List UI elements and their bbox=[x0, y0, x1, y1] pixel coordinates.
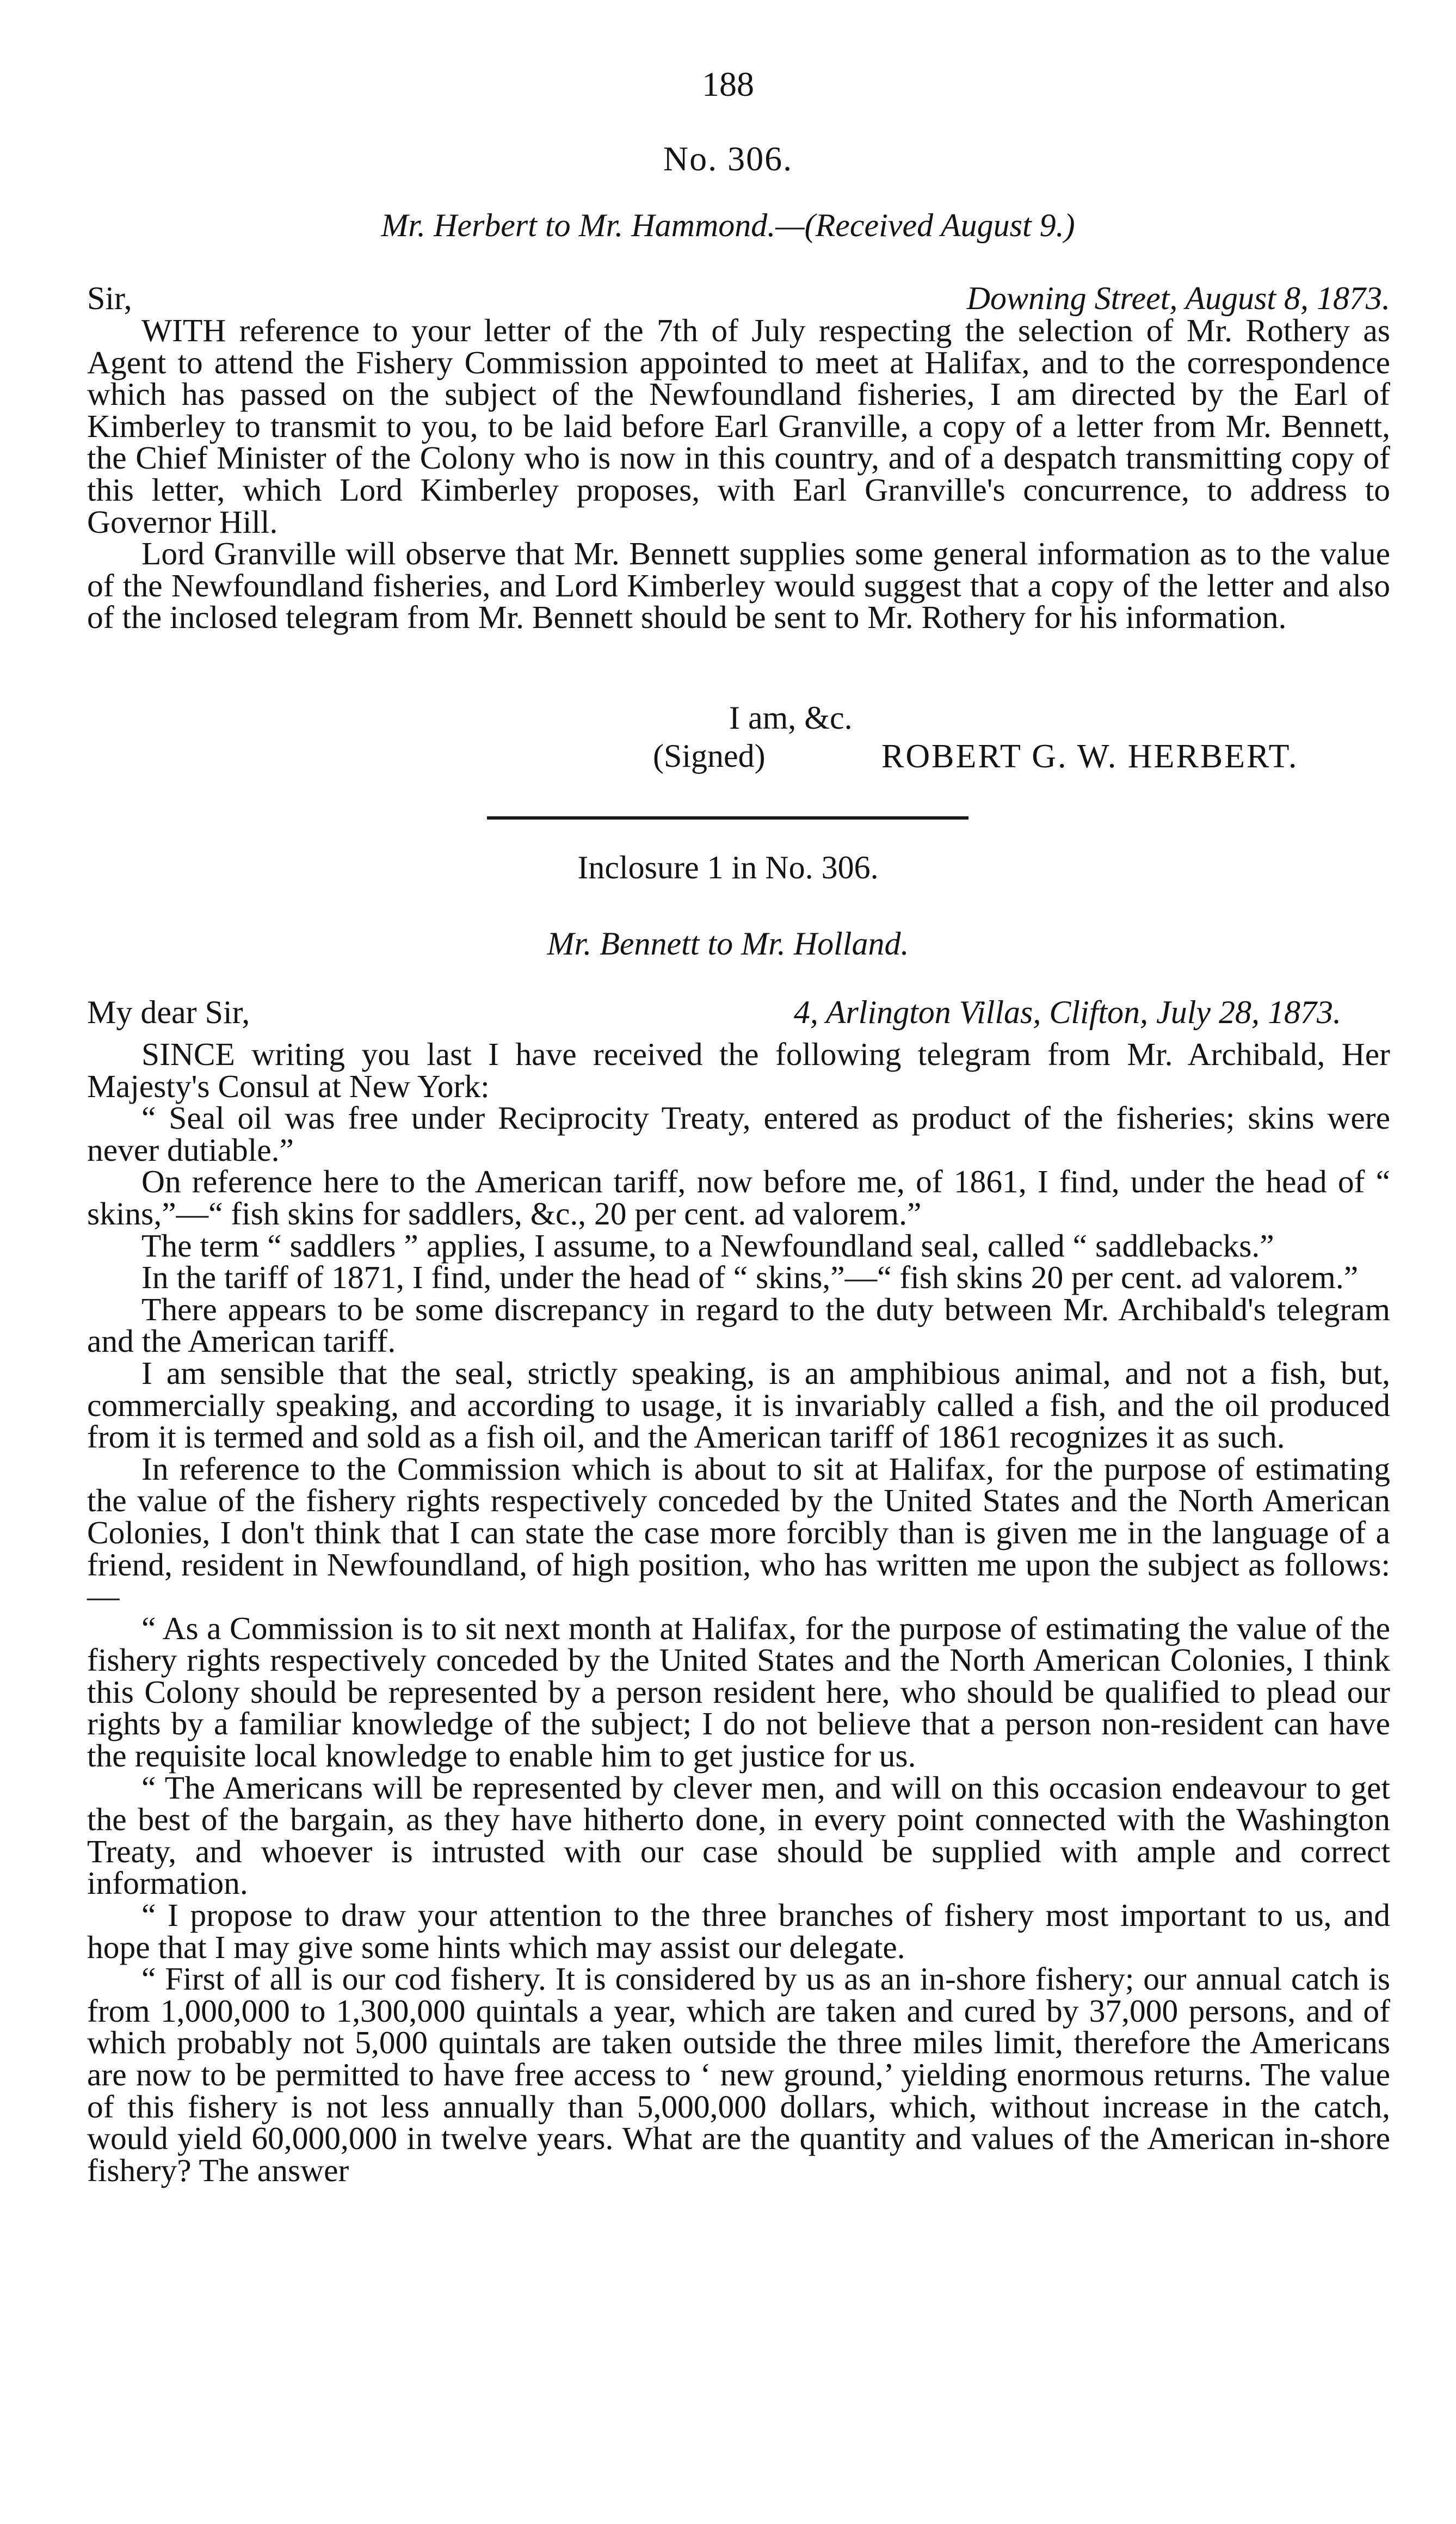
inclosure-salutation-row bbox=[87, 996, 1390, 1029]
letter-place-date: Downing Street, August 8, 1873. bbox=[966, 280, 1390, 316]
inclosure-paragraph: There appears to be some discrepancy in regard to the duty between Mr. Archibald's telegram and the American tariff. bbox=[87, 1291, 1390, 1359]
inclosure-paragraph: “ As a Commission is to sit next month at Halifax, for the purpose of estimating the value of the fishery rights respectively conceded by the United States and the North American Colonies, I think this Colony should be represented by a person resident here, who should be qualified to plead our rights by a familiar knowledge of the subject; I do not believe that a person non-resident can have the requisite local knowledge to enable him to get justice for us. bbox=[87, 1610, 1390, 1774]
inclosure-place-date: 4, Arlington Villas, Clifton, July 28, 1873. bbox=[793, 994, 1341, 1030]
inclosure-paragraph: The term “ saddlers ” applies, I assume, to a Newfoundland seal, called “ saddlebacks.” bbox=[141, 1227, 1274, 1264]
inclosure-paragraph: I am sensible that the seal, strictly speaking, is an amphibious animal, and not a fish, but, commercially speaking, and according to usage, it is invariably called a fish, and the oil produced from it is termed and sold as a fish oil, and the American tariff of 1861 recognizes it as such. bbox=[87, 1355, 1390, 1455]
document-number: No. 306. bbox=[663, 139, 793, 178]
letter-closing: I am, &c. bbox=[729, 700, 853, 736]
inclosure-paragraph: “ I propose to draw your attention to the three branches of fishery most important to us, and hope that I may give some hints which may assist our delegate. bbox=[87, 1897, 1390, 1965]
letter-salutation: Sir, bbox=[87, 280, 132, 316]
letter-body bbox=[87, 312, 1390, 636]
inclosure-paragraph: In the tariff of 1871, I find, under the head of “ skins,”—“ fish skins 20 per cent. ad valorem.” bbox=[141, 1259, 1359, 1296]
page-number: 188 bbox=[702, 65, 754, 103]
inclosure-title: Inclosure 1 in No. 306. bbox=[577, 849, 879, 885]
inclosure-body bbox=[87, 1038, 1390, 2186]
signed-label: (Signed) bbox=[653, 738, 766, 774]
inclosure-heading: Mr. Bennett to Mr. Holland. bbox=[547, 926, 909, 962]
inclosure-paragraph: In reference to the Commission which is about to sit at Halifax, for the purpose of estimating the value of the fishery rights respectively conceded by the United States and the North American Colonies, I don't think that I can state the case more forcibly than is given me in the language of a friend, resident in Newfoundland, of high position, who has written me upon the subject as follows:— bbox=[87, 1450, 1390, 1615]
inclosure-paragraph: “ The Americans will be represented by clever men, and will on this occasion endeavour to get the best of the bargain, as they have hitherto done, in every point connected with the Washington Treaty, and whoever is intrusted with our case should be supplied with ample and correct information. bbox=[87, 1769, 1390, 1901]
letter-paragraph: WITH reference to your letter of the 7th of July respecting the selection of Mr. Rothery as Agent to attend the Fishery Commission appointed to meet at Halifax, and to the correspondence which has passed on the subject of the Newfoundland fisheries, I am directed by the Earl of Kimberley to transmit to you, to be laid before Earl Granville, a copy of a letter from Mr. Bennett, the Chief Minister of the Colony who is now in this country, and of a despatch transmitting copy of this letter, which Lord Kimberley proposes, with Earl Granville's concurrence, to address to Governor Hill. bbox=[87, 312, 1390, 540]
inclosure-paragraph: SINCE writing you last I have received the following telegram from Mr. Archibald, Her Majesty's Consul at New York: bbox=[87, 1036, 1390, 1104]
letter-salutation-row bbox=[87, 282, 1390, 315]
inclosure-salutation: My dear Sir, bbox=[87, 994, 250, 1030]
inclosure-paragraph: On reference here to the American tariff, now before me, of 1861, I find, under the head of “ skins,”—“ fish skins for saddlers, &c., 20 per cent. ad valorem.” bbox=[87, 1163, 1390, 1232]
letter-paragraph: Lord Granville will observe that Mr. Bennett supplies some general information as to the value of the Newfoundland fisheries, and Lord Kimberley would suggest that a copy of the letter and also of the inclosed telegram from Mr. Bennett should be sent to Mr. Rothery for his information. bbox=[87, 535, 1390, 636]
letter-heading: Mr. Herbert to Mr. Hammond.—(Received August 9.) bbox=[381, 207, 1075, 243]
signature: ROBERT G. W. HERBERT. bbox=[881, 738, 1299, 775]
section-divider bbox=[487, 816, 968, 820]
inclosure-paragraph: “ First of all is our cod fishery. It is considered by us as an in-shore fishery; our annual catch is from 1,000,000 to 1,300,000 quintals a year, which are taken and cured by 37,000 persons, and of which probably not 5,000 quintals are taken outside the three miles limit, therefore the Americans are now to be permitted to have free access to ‘ new ground,’ yielding enormous returns. The value of this fishery is not less annually than 5,000,000 dollars, which, without increase in the catch, would yield 60,000,000 in twelve years. What are the quantity and values of the American in-shore fishery? The answer bbox=[87, 1961, 1390, 2188]
inclosure-paragraph: “ Seal oil was free under Reciprocity Treaty, entered as product of the fisheries; skins were never dutiable.” bbox=[87, 1100, 1390, 1168]
